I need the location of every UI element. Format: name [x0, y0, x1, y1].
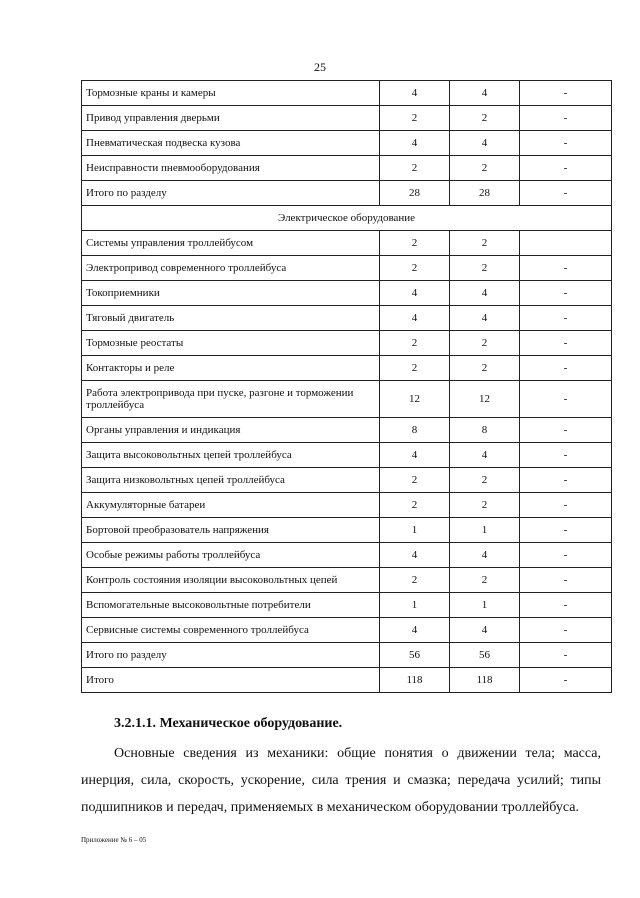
cell-hours-1: 1 — [380, 518, 450, 543]
cell-hours-2: 2 — [450, 256, 520, 281]
table-row — [82, 618, 612, 643]
cell-hours-1: 56 — [380, 643, 450, 668]
cell-name: Итого по разделу — [82, 643, 380, 668]
cell-hours-2: 4 — [450, 281, 520, 306]
cell-name: Особые режимы работы троллейбуса — [82, 543, 380, 568]
body-text — [81, 740, 601, 821]
table-row — [82, 443, 612, 468]
cell-hours-1: 2 — [380, 356, 450, 381]
cell-name: Сервисные системы современного троллейбуса — [82, 618, 380, 643]
section-heading: 3.2.1.1. Механическое оборудование. — [114, 716, 343, 731]
cell-hours-1: 2 — [380, 493, 450, 518]
cell-hours-1: 12 — [380, 381, 450, 418]
cell-hours-3: - — [520, 593, 612, 618]
cell-name: Контроль состояния изоляции высоковольтных цепей — [82, 568, 380, 593]
cell-hours-1: 4 — [380, 306, 450, 331]
table-row — [82, 181, 612, 206]
curriculum-table — [81, 80, 612, 693]
cell-hours-2: 1 — [450, 593, 520, 618]
cell-hours-2: 2 — [450, 331, 520, 356]
cell-hours-1: 2 — [380, 231, 450, 256]
cell-hours-3: - — [520, 518, 612, 543]
cell-hours-2: 4 — [450, 618, 520, 643]
table-row — [82, 518, 612, 543]
cell-hours-1: 4 — [380, 618, 450, 643]
cell-hours-2: 1 — [450, 518, 520, 543]
cell-name: Работа электропривода при пуске, разгоне и торможении троллейбуса — [82, 381, 380, 418]
cell-hours-1: 2 — [380, 256, 450, 281]
cell-name: Защита высоковольтных цепей троллейбуса — [82, 443, 380, 468]
cell-hours-1: 2 — [380, 331, 450, 356]
table-row — [82, 468, 612, 493]
cell-hours-1: 2 — [380, 156, 450, 181]
cell-hours-3: - — [520, 331, 612, 356]
section-row — [82, 206, 612, 231]
table-row — [82, 256, 612, 281]
table-row — [82, 643, 612, 668]
cell-hours-2: 4 — [450, 81, 520, 106]
cell-hours-2: 118 — [450, 668, 520, 693]
cell-hours-2: 2 — [450, 356, 520, 381]
cell-hours-1: 8 — [380, 418, 450, 443]
table-row — [82, 418, 612, 443]
cell-name: Системы управления троллейбусом — [82, 231, 380, 256]
cell-hours-1: 4 — [380, 81, 450, 106]
cell-hours-3: - — [520, 493, 612, 518]
table-row — [82, 131, 612, 156]
cell-hours-2: 4 — [450, 443, 520, 468]
cell-hours-1: 2 — [380, 568, 450, 593]
table-row — [82, 106, 612, 131]
cell-hours-1: 4 — [380, 281, 450, 306]
cell-hours-3: - — [520, 306, 612, 331]
cell-name: Бортовой преобразователь напряжения — [82, 518, 380, 543]
cell-hours-2: 2 — [450, 106, 520, 131]
cell-hours-2: 4 — [450, 543, 520, 568]
cell-hours-2: 2 — [450, 231, 520, 256]
cell-hours-1: 118 — [380, 668, 450, 693]
cell-hours-1: 2 — [380, 106, 450, 131]
paragraph: Основные сведения из механики: общие понятия о движении тела; масса, инерция, сила, скорость, ускорение, сила трения и смазка; передача усилий; типы подшипников и передач, применяемых в механическом оборудовании троллейбуса. — [81, 746, 601, 815]
cell-hours-3: - — [520, 468, 612, 493]
cell-hours-3 — [520, 231, 612, 256]
cell-hours-3: - — [520, 181, 612, 206]
section-title: Электрическое оборудование — [82, 206, 612, 231]
cell-hours-3: - — [520, 106, 612, 131]
cell-name: Тяговый двигатель — [82, 306, 380, 331]
table-section-electrical — [82, 206, 612, 231]
cell-hours-1: 28 — [380, 181, 450, 206]
table-row — [82, 568, 612, 593]
table-row — [82, 493, 612, 518]
cell-hours-3: - — [520, 81, 612, 106]
table-body-bottom — [82, 231, 612, 693]
cell-hours-2: 2 — [450, 468, 520, 493]
cell-hours-1: 1 — [380, 593, 450, 618]
cell-name: Токоприемники — [82, 281, 380, 306]
cell-hours-1: 2 — [380, 468, 450, 493]
cell-hours-3: - — [520, 668, 612, 693]
cell-name: Итого по разделу — [82, 181, 380, 206]
table-row — [82, 668, 612, 693]
cell-hours-2: 4 — [450, 306, 520, 331]
table-row — [82, 381, 612, 418]
table-row — [82, 306, 612, 331]
cell-hours-2: 12 — [450, 381, 520, 418]
cell-hours-1: 4 — [380, 131, 450, 156]
cell-hours-3: - — [520, 443, 612, 468]
table-row — [82, 281, 612, 306]
table-row — [82, 331, 612, 356]
cell-name: Тормозные краны и камеры — [82, 81, 380, 106]
cell-hours-3: - — [520, 568, 612, 593]
cell-hours-3: - — [520, 281, 612, 306]
cell-name: Электропривод современного троллейбуса — [82, 256, 380, 281]
cell-hours-3: - — [520, 381, 612, 418]
table-row — [82, 593, 612, 618]
cell-name: Итого — [82, 668, 380, 693]
cell-hours-3: - — [520, 418, 612, 443]
footer-note: Приложение № 6 – 05 — [81, 836, 147, 844]
table-row — [82, 356, 612, 381]
cell-name: Пневматическая подвеска кузова — [82, 131, 380, 156]
cell-name: Неисправности пневмооборудования — [82, 156, 380, 181]
cell-name: Аккумуляторные батареи — [82, 493, 380, 518]
cell-hours-3: - — [520, 256, 612, 281]
cell-name: Тормозные реостаты — [82, 331, 380, 356]
cell-name: Привод управления дверьми — [82, 106, 380, 131]
cell-hours-1: 4 — [380, 443, 450, 468]
cell-name: Органы управления и индикация — [82, 418, 380, 443]
cell-hours-3: - — [520, 643, 612, 668]
cell-hours-1: 4 — [380, 543, 450, 568]
cell-hours-2: 2 — [450, 156, 520, 181]
cell-hours-2: 2 — [450, 568, 520, 593]
table-row — [82, 543, 612, 568]
cell-hours-2: 28 — [450, 181, 520, 206]
table-body-top — [82, 81, 612, 206]
table-row — [82, 156, 612, 181]
cell-hours-3: - — [520, 618, 612, 643]
table-row — [82, 231, 612, 256]
page-number: 25 — [314, 60, 326, 74]
cell-hours-3: - — [520, 543, 612, 568]
cell-name: Защита низковольтных цепей троллейбуса — [82, 468, 380, 493]
cell-hours-3: - — [520, 356, 612, 381]
cell-hours-2: 56 — [450, 643, 520, 668]
cell-name: Контакторы и реле — [82, 356, 380, 381]
cell-hours-3: - — [520, 131, 612, 156]
table-row — [82, 81, 612, 106]
cell-hours-3: - — [520, 156, 612, 181]
cell-hours-2: 2 — [450, 493, 520, 518]
cell-hours-2: 4 — [450, 131, 520, 156]
cell-hours-2: 8 — [450, 418, 520, 443]
cell-name: Вспомогательные высоковольтные потребители — [82, 593, 380, 618]
